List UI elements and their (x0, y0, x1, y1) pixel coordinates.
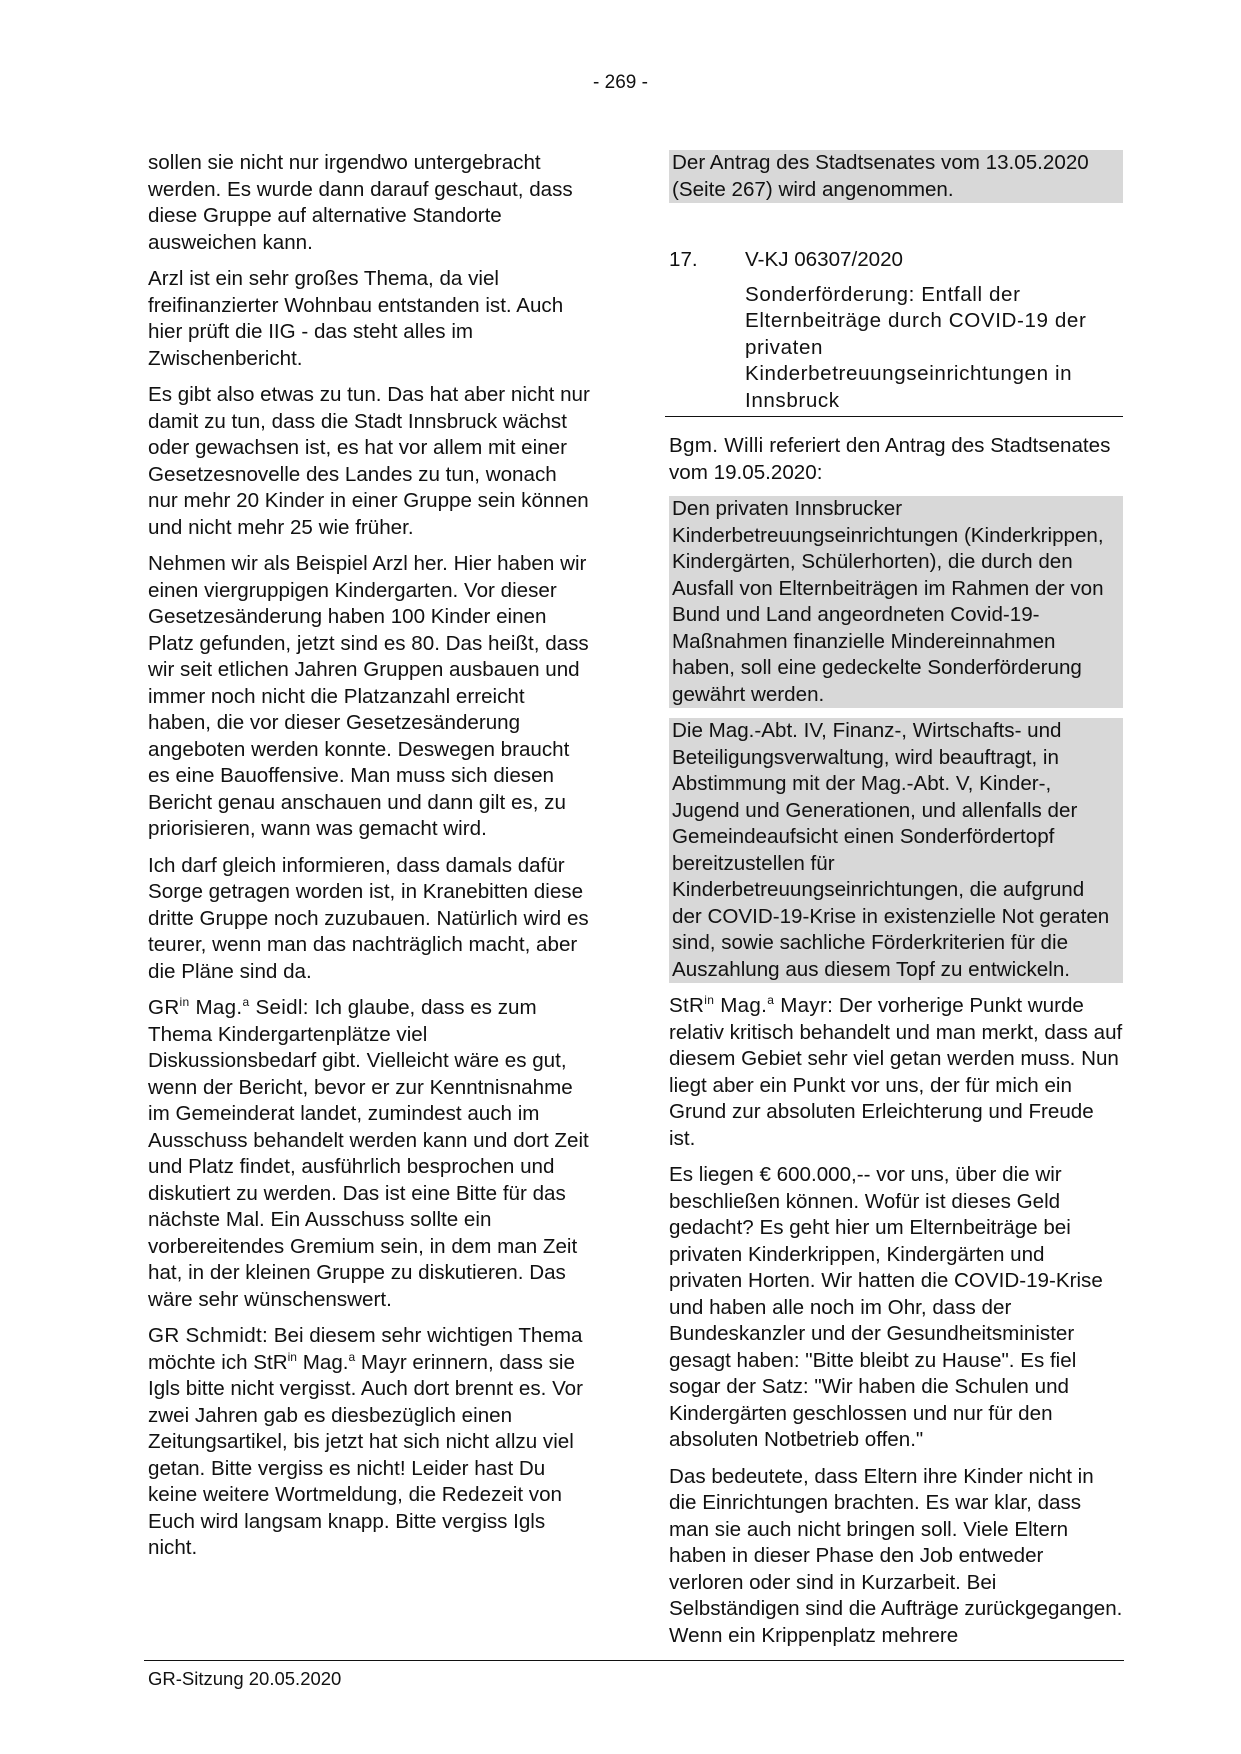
speaker-name: Bgm. Willi (669, 434, 764, 457)
item-code: V-KJ 06307/2020 (745, 248, 904, 271)
divider (665, 416, 1123, 417)
paragraph: Es gibt also etwas zu tun. Das hat aber nicht nur damit zu tun, dass die Stadt Innsbruck wächst oder gewachsen ist, es hat vor allem mit einer Gesetzesnovelle des Landes zu tun, wonach nur mehr 20 Kinder in einer Gruppe sein können und nicht mehr 25 wie früher. (148, 383, 590, 539)
motion-text-1: Den privaten Innsbrucker Kinderbetreuungseinrichtungen (Kinderkrippen, Kindergärten, Schülerhorten), die durch den Ausfall von Elternbeiträgen im Rahmen der von Bund und Land angeordneten Covid-19-Maßnahmen finanzielle Mindereinnahmen haben, soll eine gedeckelte Sonderförderung gewährt werden. (669, 496, 1123, 708)
right-column (669, 150, 1123, 1659)
speech-text: Der vorherige Punkt wurde relativ kritisch behandelt und man merkt, dass auf diesem Gebiet sehr viel getan werden muss. Nun liegt aber ein Punkt vor uns, der für mich ein Grund zur absoluten Erleichterung und Freude ist. (669, 994, 1123, 1150)
paragraph: Das bedeutete, dass Eltern ihre Kinder nicht in die Einrichtungen brachten. Es war klar, dass man sie auch nicht bringen soll. Viele Eltern haben in dieser Phase den Job entweder verloren oder sind in Kurzarbeit. Bei Selbständigen sind die Aufträge zurückgegangen. Wenn ein Krippenplatz mehrere (669, 1464, 1123, 1647)
page-number: - 269 - (593, 72, 648, 93)
item-title: Sonderförderung: Entfall der Elternbeiträge durch COVID-19 der privaten Kinderbetreuungseinrichtungen in Innsbruck (745, 282, 1087, 412)
speech-text: Ich glaube, dass es zum Thema Kindergartenplätze viel Diskussionsbedarf gibt. Vielleicht wäre es gut, wenn der Bericht, bevor er zur Kenntnisnahme im Gemeinderat landet, zumindest auch im Ausschuss behandelt werden kann und dort Zeit und Platz findet, ausführlich besprochen und diskutiert zu werden. Das ist eine Bitte für das nächste Mal. Ein Ausschuss sollte ein vorbereitendes Gremium sein, in dem man Zeit hat, in der kleinen Gruppe zu diskutieren. Das wäre sehr wünschenswert. (148, 996, 589, 1311)
speaker-name: StR$^{in}$ Mag.$^a$ Mayr: (669, 993, 834, 1017)
paragraph: Nehmen wir als Beispiel Arzl her. Hier haben wir einen viergruppigen Kindergarten. Vor dieser Gesetzesänderung haben 100 Kinder einen Platz gefunden, jetzt sind es 80. Das heißt, dass wir seit etlichen Jahren Gruppen ausbauen und immer noch nicht die Platzanzahl erreicht haben, die vor dieser Gesetzesänderung angeboten werden konnte. Deswegen braucht es eine Bauoffensive. Man muss sich diesen Bericht genau anschauen und dann gilt es, zu priorisieren, wann was gemacht wird. (148, 552, 589, 840)
paragraph: Es liegen € 600.000,-- vor uns, über die wir beschließen können. Wofür ist dieses Geld gedacht? Es geht hier um Elternbeiträge bei privaten Kinderkrippen, Kindergärten und privaten Horten. Wir hatten die COVID-19-Krise und haben alle noch im Ohr, dass der Bundeskanzler und der Gesundheitsminister gesagt haben: "Bitte bleibt zu Hause". Es fiel sogar der Satz: "Wir haben die Schulen und Kindergärten geschlossen und nur für den absoluten Notbetrieb offen." (669, 1163, 1103, 1451)
footer-divider (144, 1660, 1124, 1661)
intro-paragraph: Bgm. Willi referiert den Antrag des Stadtsenates vom 19.05.2020: (669, 434, 1111, 484)
footer-text: GR-Sitzung 20.05.2020 (148, 1668, 342, 1689)
left-column (148, 150, 591, 1572)
item-number: 17. (669, 248, 698, 271)
speech-schmidt: GR Schmidt: Bei diesem sehr wichtigen Thema möchte ich StR$^{in}$ Mag.$^a$ Mayr erinnern, dass sie Igls bitte nicht vergisst. Auch dort brennt es. Vor zwei Jahren gab es diesbezüglich einen Zeitungsartikel, bis jetzt hat sich nicht allzu viel getan. Bitte vergiss es nicht! Leider hast Du keine weitere Wortmeldung, die Redezeit von Euch wird langsam knapp. Bitte vergiss Igls nicht. (148, 1324, 583, 1559)
agenda-item-header (669, 247, 1123, 274)
paragraph: sollen sie nicht nur irgendwo untergebracht werden. Es wurde dann darauf geschaut, dass diese Gruppe auf alternative Standorte ausweichen kann. (148, 151, 573, 254)
motion-text-2: Die Mag.-Abt. IV, Finanz-, Wirtschafts- und Beteiligungsverwaltung, wird beauftragt, in Abstimmung mit der Mag.-Abt. V, Kinder-, Jugend und Generationen, und allenfalls der Gemeindeaufsicht einen Sonderfördertopf bereitzustellen für Kinderbetreuungseinrichtungen, die aufgrund der COVID-19-Krise in existenzielle Not geraten sind, sowie sachliche Förderkriterien für die Auszahlung aus diesem Topf zu entwickeln. (669, 718, 1123, 983)
decision-box: Der Antrag des Stadtsenates vom 13.05.2020 (Seite 267) wird angenommen. (669, 150, 1123, 203)
speech-mayr (669, 993, 1123, 1152)
paragraph: Arzl ist ein sehr großes Thema, da viel freifinanzierter Wohnbau entstanden ist. Auch hier prüft die IIG - das steht alles im Zwischenbericht. (148, 267, 564, 370)
paragraph: Ich darf gleich informieren, dass damals dafür Sorge getragen worden ist, in Kranebitten diese dritte Gruppe noch zuzubauen. Natürlich wird es teurer, wenn man das nachträglich macht, aber die Pläne sind da. (148, 853, 589, 983)
speaker-name: GR Schmidt: (148, 1324, 269, 1347)
speaker-name: $GR^{in}$ Mag.$^a$ Seidl: (148, 995, 309, 1019)
speech-seidl (148, 995, 591, 1313)
